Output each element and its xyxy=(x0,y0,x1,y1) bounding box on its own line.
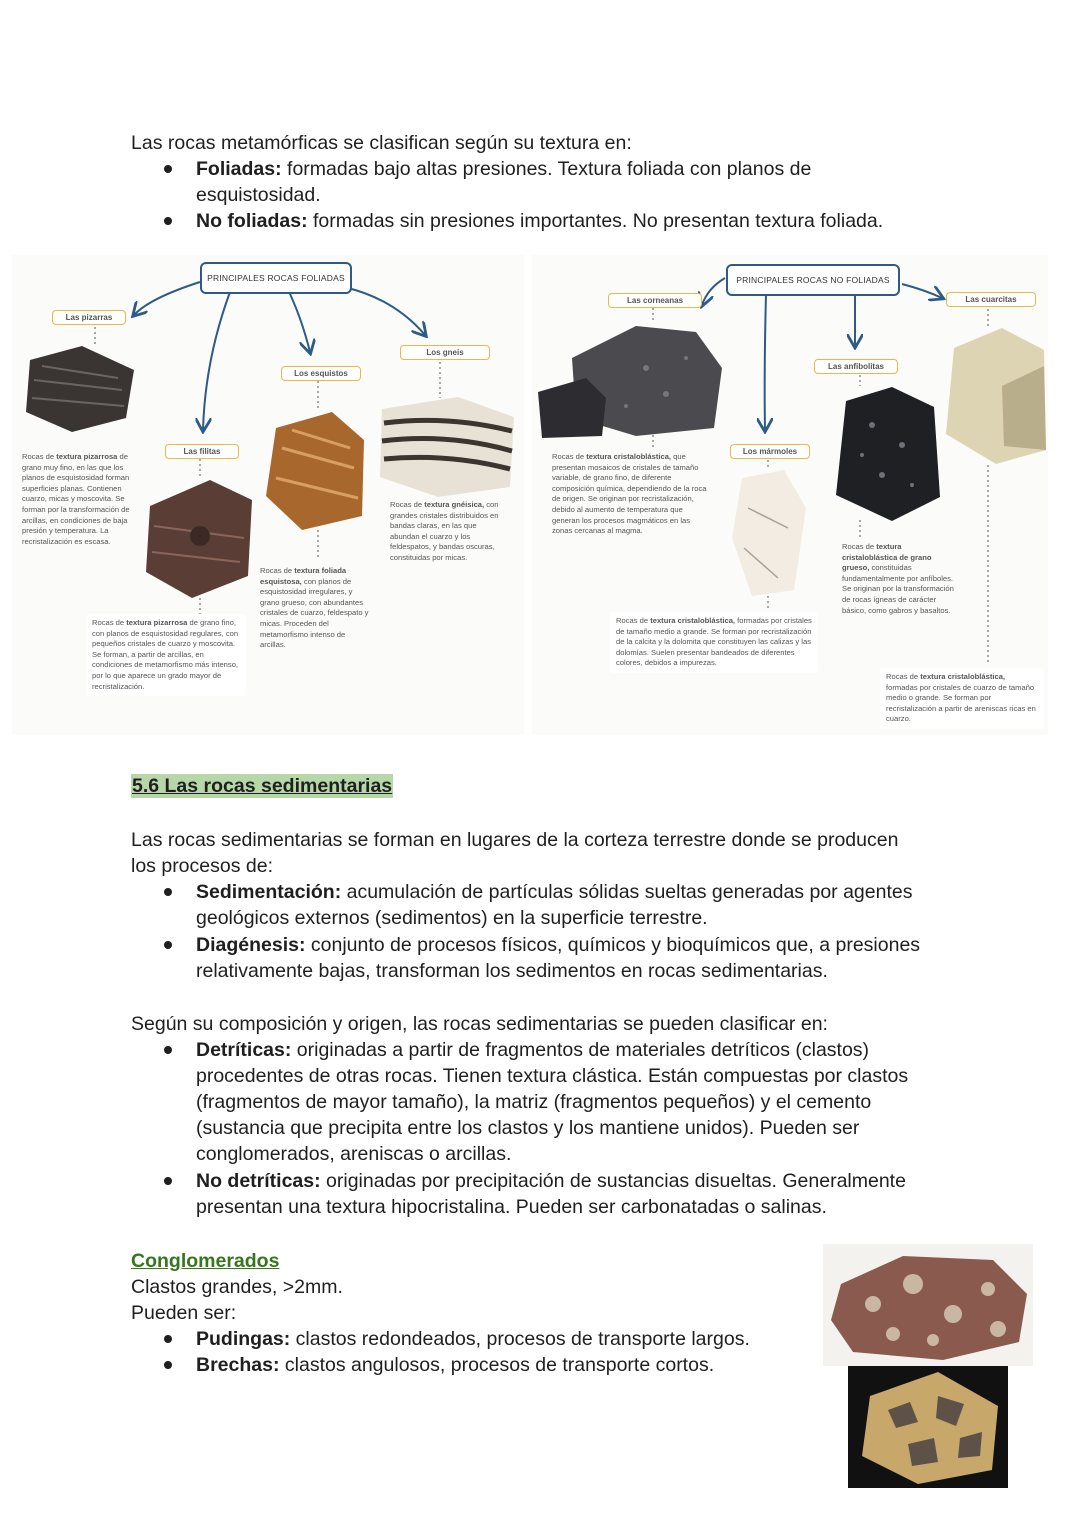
desc-marmoles: Rocas de textura cristaloblástica, formadas por cristales de tamaño medio a grande. Se forman por recristalización de la calcita y la dolomita que constituyen las calizas y las dolomías. Suelen presentar bandeados de diferentes colores, debidos a impurezas. xyxy=(610,612,818,673)
bullet-dot xyxy=(164,1335,172,1343)
bullet-sedimentacion-cont: geológicos externos (sedimentos) en la superficie terrestre. xyxy=(196,907,708,929)
nonfoliated-title-box: PRINCIPALES ROCAS NO FOLIADAS xyxy=(726,264,900,296)
tag-corneanas: Las corneanas xyxy=(608,293,702,308)
desc-pizarras: Rocas de textura pizarrosa de grano muy fino, en las que los planos de esquistosidad forman superficies planas. Contienen cuarzo, micas y moscovita. Se forman por la transformación de arcillas, en condiciones de baja presión y temperatura. La recristalización es escasa. xyxy=(22,452,130,546)
desc-filitas: Rocas de textura pizarrosa de grano fino, con planos de esquistosidad regulares, con pequeños cristales de cuarzo y moscovita. Se forman, a partir de arcillas, en condiciones de metamorfismo más intenso, por lo que aparece un grado mayor de recristalización. xyxy=(86,614,246,696)
bullet-diagenesis-cont: relativamente bajas, transforman los sedimentos en rocas sedimentarias. xyxy=(196,960,828,982)
bullet-detriticas: Detríticas: originadas a partir de fragmentos de materiales detríticos (clastos) xyxy=(196,1039,870,1061)
tag-esquistos: Los esquistos xyxy=(281,366,361,381)
bullet-dot xyxy=(164,941,172,949)
tag-cuarcitas: Las cuarcitas xyxy=(946,292,1036,307)
bullet-no-foliadas: No foliadas: formadas sin presiones importantes. No presentan textura foliada. xyxy=(196,210,884,232)
bullet-dot xyxy=(164,888,172,896)
gneis-rock-image xyxy=(378,395,518,500)
tag-gneis: Los gneis xyxy=(400,345,490,360)
tag-marmoles: Los mármoles xyxy=(730,444,810,459)
bullet-brechas: Brechas: clastos angulosos, procesos de transporte cortos. xyxy=(196,1354,715,1376)
conglomerados-line1: Clastos grandes, >2mm. xyxy=(131,1276,343,1298)
bullet-sedimentacion: Sedimentación: acumulación de partículas sólidas sueltas generadas por agentes xyxy=(196,881,913,903)
sedimentary-intro-cont: los procesos de: xyxy=(131,855,273,877)
sedimentary-intro: Las rocas sedimentarias se forman en lugares de la corteza terrestre donde se producen xyxy=(131,829,899,851)
brecha-photo xyxy=(848,1366,1008,1488)
bullet-detriticas-line: (fragmentos de mayor tamaño), la matriz (fragmentos pequeños) y el cemento xyxy=(196,1091,872,1113)
corneana-rock-image xyxy=(536,318,726,440)
tag-anfibolitas: Las anfibolitas xyxy=(814,359,898,374)
bullet-detriticas-line: (sustancia que precipita entre los clastos y los mantiene unidos). Pueden ser xyxy=(196,1117,860,1139)
bullet-foliadas: Foliadas: formadas bajo altas presiones. Textura foliada con planos de xyxy=(196,158,812,180)
desc-esquistos: Rocas de textura foliada esquistosa, con planos de esquistosidad irregulares, y grano grueso, con abundantes cristales de cuarzo, feldespato y micas. Proceden del metamorfismo intenso de arcillas. xyxy=(260,566,369,650)
foliated-title-box: PRINCIPALES ROCAS FOLIADAS xyxy=(200,262,352,294)
cuarcita-rock-image xyxy=(942,326,1050,466)
bullet-detriticas-line: procedentes de otras rocas. Tienen textura clástica. Están compuestas por clastos xyxy=(196,1065,909,1087)
bullet-no-detriticas-line: presentan una textura hipocristalina. Pueden ser carbonatadas o salinas. xyxy=(196,1196,827,1218)
metamorphic-intro: Las rocas metamórficas se clasifican según su textura en: xyxy=(131,132,632,154)
section-heading-sedimentary: 5.6 Las rocas sedimentarias xyxy=(132,775,393,797)
pudinga-photo xyxy=(823,1244,1033,1366)
bullet-no-detriticas: No detríticas: originadas por precipitación de sustancias disueltas. Generalmente xyxy=(196,1170,906,1192)
tag-filitas: Las filitas xyxy=(165,444,239,459)
bullet-pudingas: Pudingas: clastos redondeados, procesos de transporte largos. xyxy=(196,1328,750,1350)
conglomerados-line2: Pueden ser: xyxy=(131,1302,237,1324)
bullet-diagenesis: Diagénesis: conjunto de procesos físicos, químicos y bioquímicos que, a presiones xyxy=(196,934,921,956)
filita-rock-image xyxy=(140,476,260,601)
conglomerados-title: Conglomerados xyxy=(131,1250,280,1272)
bullet-foliadas-cont: esquistosidad. xyxy=(196,184,321,206)
desc-anfibolitas: Rocas de textura cristaloblástica de grano grueso, constituidas fundamentalmente por anfíboles. Se originan por la transformación de rocas ígneas de carácter básico, como gabros y basaltos. xyxy=(842,542,954,615)
bullet-dot xyxy=(164,1177,172,1185)
esquisto-rock-image xyxy=(262,408,372,533)
bullet-dot xyxy=(164,1361,172,1369)
desc-cuarcitas: Rocas de textura cristaloblástica, formadas por cristales de cuarzo de tamaño medio o grande. Se forman por recristalización a partir de areniscas ricas en cuarzo. xyxy=(880,668,1044,729)
bullet-detriticas-line: conglomerados, areniscas o arcillas. xyxy=(196,1143,512,1165)
classification-intro: Según su composición y origen, las rocas sedimentarias se pueden clasificar en: xyxy=(131,1013,828,1035)
desc-gneis: Rocas de textura gnéisica, con grandes cristales distribuidos en bandas claras, en las que abundan el cuarzo y los feldespatos, y bandas oscuras, constituidas por micas. xyxy=(390,500,499,562)
marmol-rock-image xyxy=(728,468,810,598)
desc-corneanas: Rocas de textura cristaloblástica, que presentan mosaicos de cristales de tamaño variable, de grano fino, de diferente composición química, dependiendo de la roca de origen. Se originan por recristalización, debido al aumento de temperatura que generan los procesos magmáticos en las zonas cercanas al magma. xyxy=(552,452,707,536)
pizarra-rock-image xyxy=(22,340,142,435)
tag-pizarras: Las pizarras xyxy=(52,310,126,325)
anfibolita-rock-image xyxy=(832,385,944,523)
bullet-dot xyxy=(164,1046,172,1054)
